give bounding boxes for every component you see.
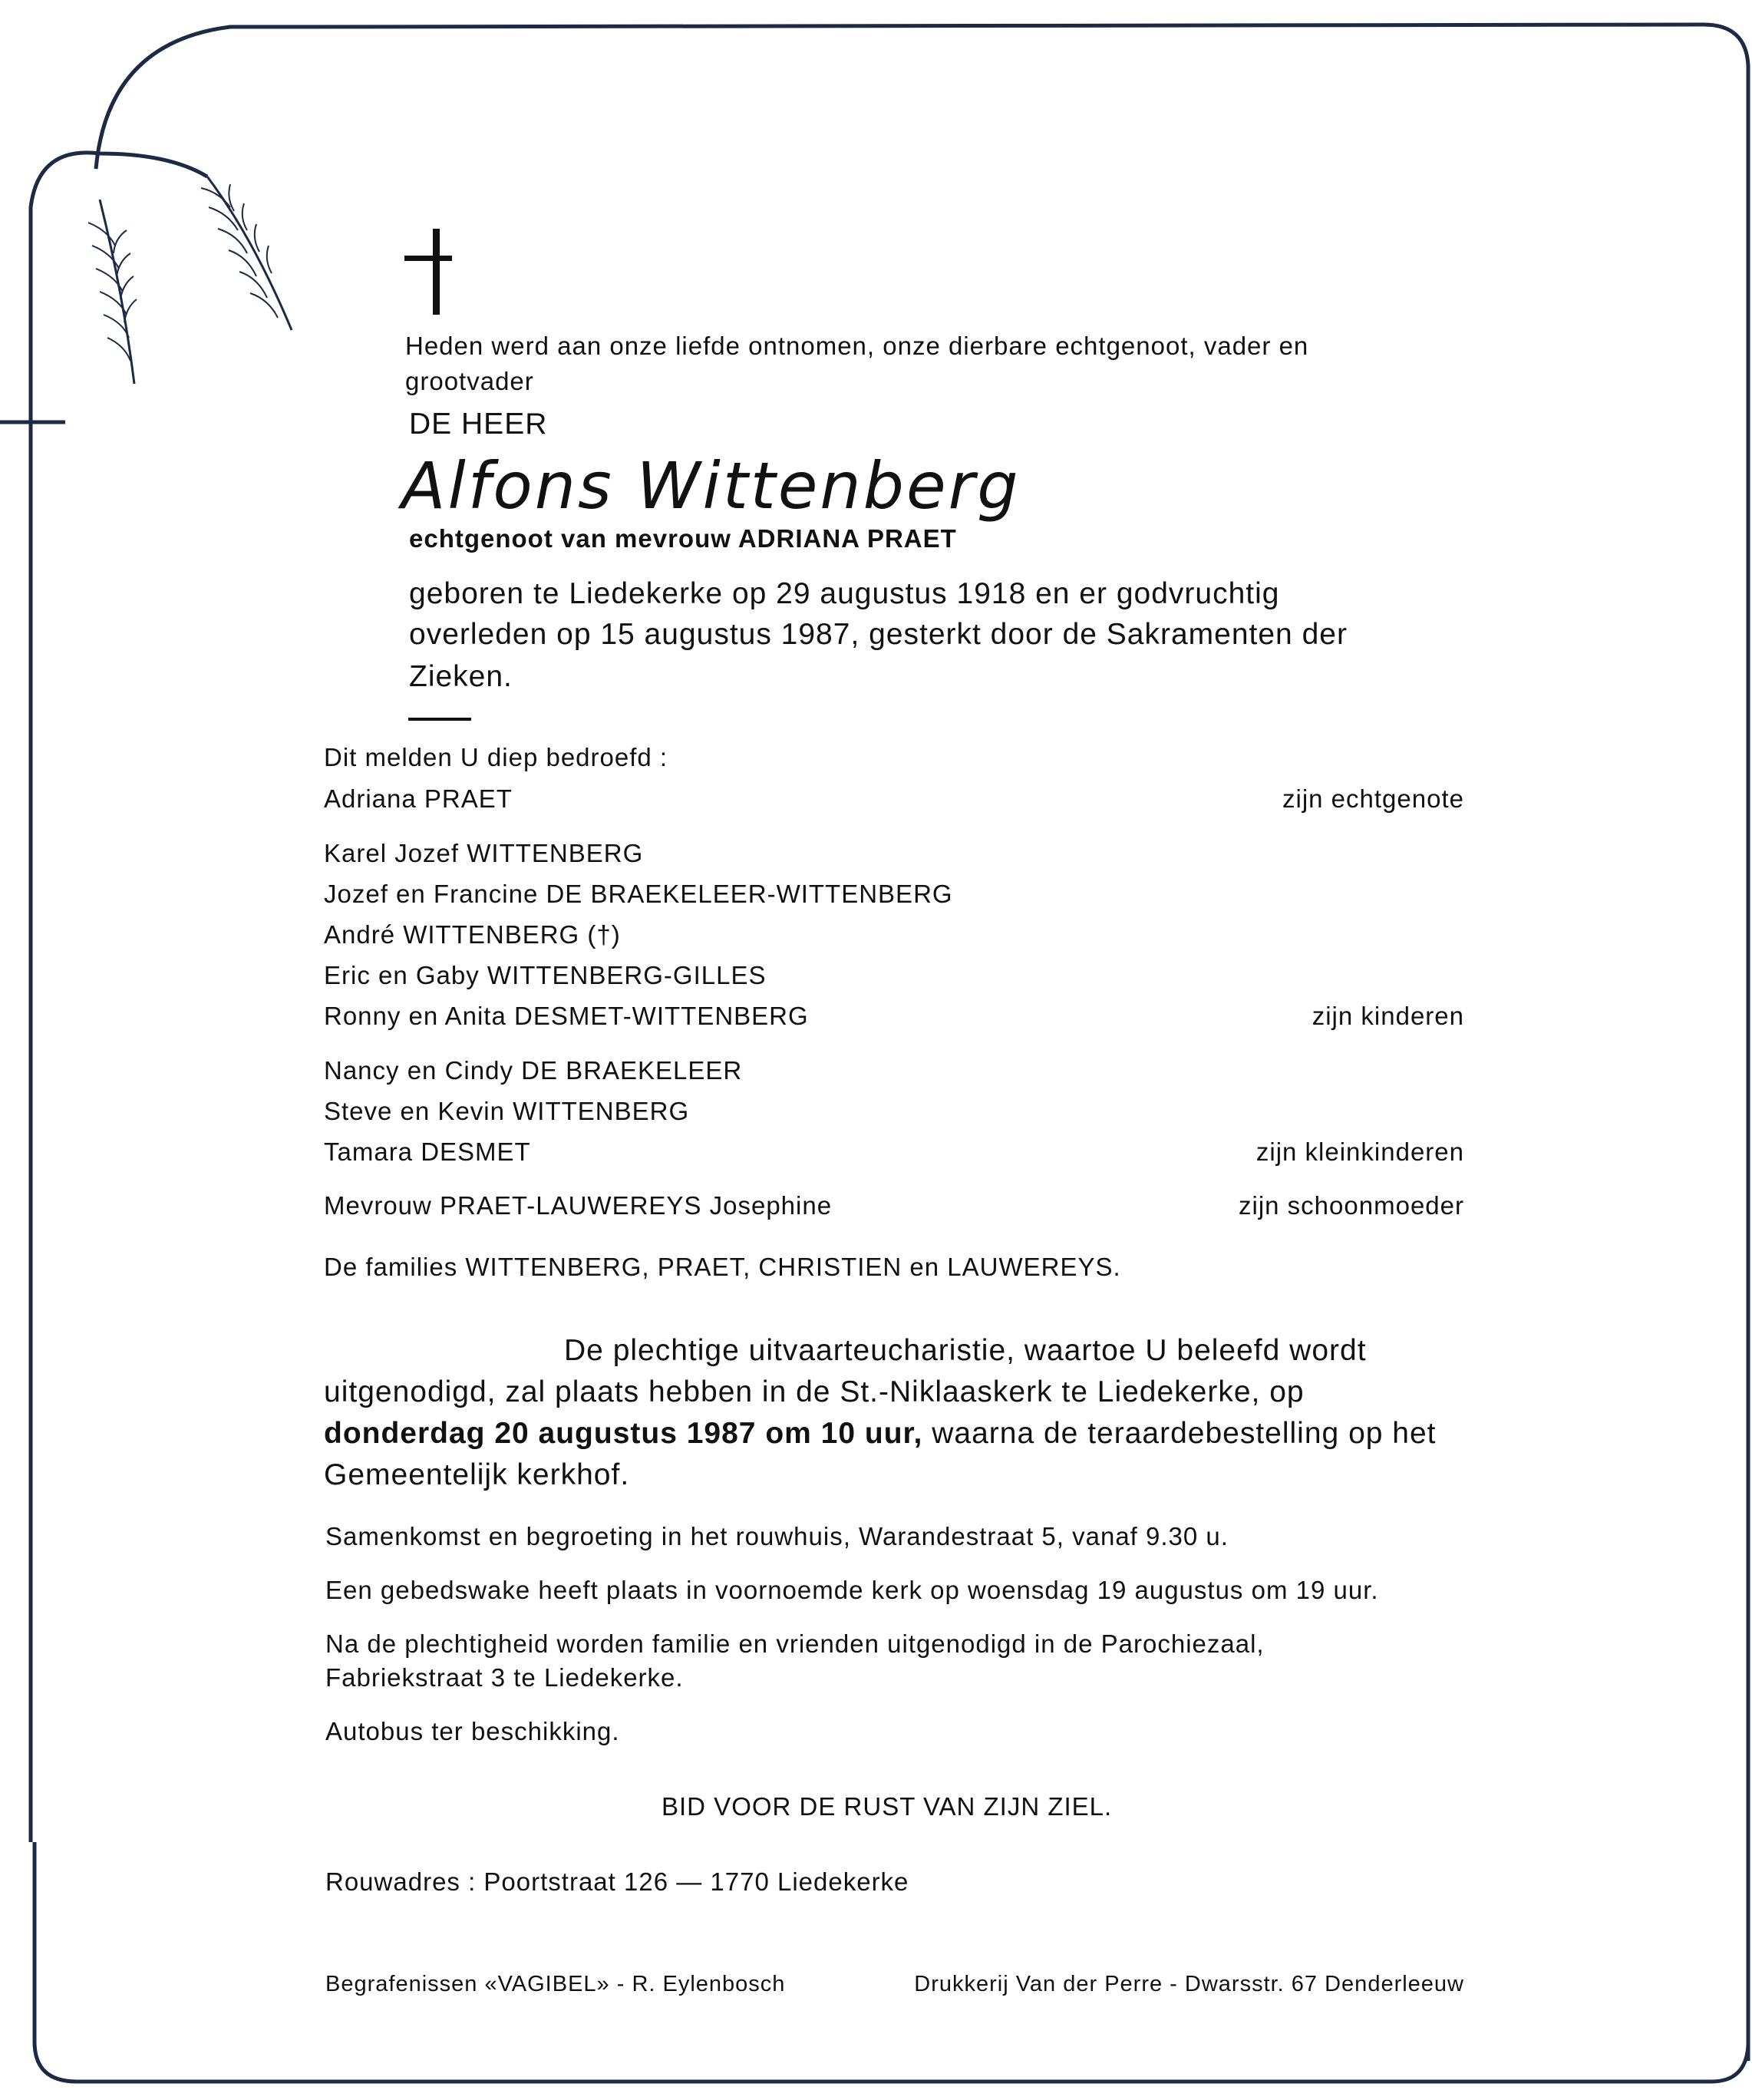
announce-line: Dit melden U diep bedroefd :	[324, 743, 668, 771]
grandchild-name: Steve en Kevin WITTENBERG	[324, 1097, 690, 1125]
intro-line-2: grootvader	[405, 367, 534, 395]
child-name: Ronny en Anita DESMET-WITTENBERG	[324, 1002, 809, 1030]
footer-left: Begrafenissen «VAGIBEL» - R. Eylenbosch	[325, 1972, 786, 1996]
child-name: Eric en Gaby WITTENBERG-GILLES	[324, 961, 767, 989]
spouse-name: Adriana PRAET	[324, 784, 513, 813]
grandchild-name: Tamara DESMET	[324, 1138, 531, 1166]
cross-icon	[404, 229, 452, 315]
vigil-line: Een gebedswake heeft plaats in voornoemde kerk op woensdag 19 augustus om 19 uur.	[325, 1576, 1379, 1604]
service-line: Gemeentelijk kerkhof.	[324, 1458, 630, 1491]
wheat-ornament-icon	[88, 177, 292, 384]
child-name: Jozef en Francine DE BRAEKELEER-WITTENBERG	[324, 880, 953, 908]
prayer-line: BID VOOR DE RUST VAN ZIJN ZIEL.	[662, 1792, 1113, 1821]
mother-in-law-name: Mevrouw PRAET-LAUWEREYS Josephine	[324, 1191, 833, 1220]
bio-line: Zieken.	[409, 660, 513, 693]
address-line: Rouwadres : Poortstraat 126 — 1770 Liedekerke	[325, 1867, 909, 1896]
service-line	[324, 1417, 1437, 1451]
grandchild-name: Nancy en Cindy DE BRAEKELEER	[324, 1056, 743, 1085]
title-prefix: DE HEER	[409, 408, 548, 441]
child-name: André WITTENBERG (†)	[324, 920, 621, 949]
footer-right: Drukkerij Van der Perre - Dwarsstr. 67 Denderleeuw	[914, 1972, 1464, 1996]
deceased-name: Alfons Wittenberg	[401, 448, 1021, 523]
service-line: De plechtige uitvaarteucharistie, waartoe U beleefd wordt	[564, 1334, 1367, 1367]
children-role: zijn kinderen	[1312, 1002, 1464, 1030]
spouse-line: echtgenoot van mevrouw ADRIANA PRAET	[409, 524, 957, 553]
service-line: uitgenodigd, zal plaats hebben in de St.-Niklaaskerk te Liedekerke, op	[324, 1375, 1305, 1408]
separator	[408, 718, 471, 721]
mother-in-law-role: zijn schoonmoeder	[1239, 1191, 1464, 1220]
grandchildren-role: zijn kleinkinderen	[1255, 1138, 1464, 1166]
gathering-line: Samenkomst en begroeting in het rouwhuis, Warandestraat 5, vanaf 9.30 u.	[325, 1522, 1229, 1550]
reception-line: Na de plechtigheid worden familie en vrienden uitgenodigd in de Parochiezaal,	[325, 1629, 1265, 1658]
bus-line: Autobus ter beschikking.	[325, 1717, 620, 1745]
reception-line: Fabriekstraat 3 te Liedekerke.	[325, 1663, 684, 1692]
spouse-role: zijn echtgenote	[1282, 784, 1464, 813]
child-name: Karel Jozef WITTENBERG	[324, 839, 644, 867]
bio-line: overleden op 15 augustus 1987, gesterkt door de Sakramenten der	[409, 618, 1348, 651]
service-date: donderdag 20 augustus 1987 om 10 uur,	[324, 1417, 923, 1450]
families-line: De families WITTENBERG, PRAET, CHRISTIEN en LAUWEREYS.	[324, 1253, 1121, 1281]
bio-line: geboren te Liedekerke op 29 augustus 1918 en er godvruchtig	[409, 577, 1280, 610]
intro-line: Heden werd aan onze liefde ontnomen, onze dierbare echtgenoot, vader en	[405, 332, 1309, 360]
service-date-rest: waarna de teraardebestelling op het	[922, 1417, 1437, 1450]
